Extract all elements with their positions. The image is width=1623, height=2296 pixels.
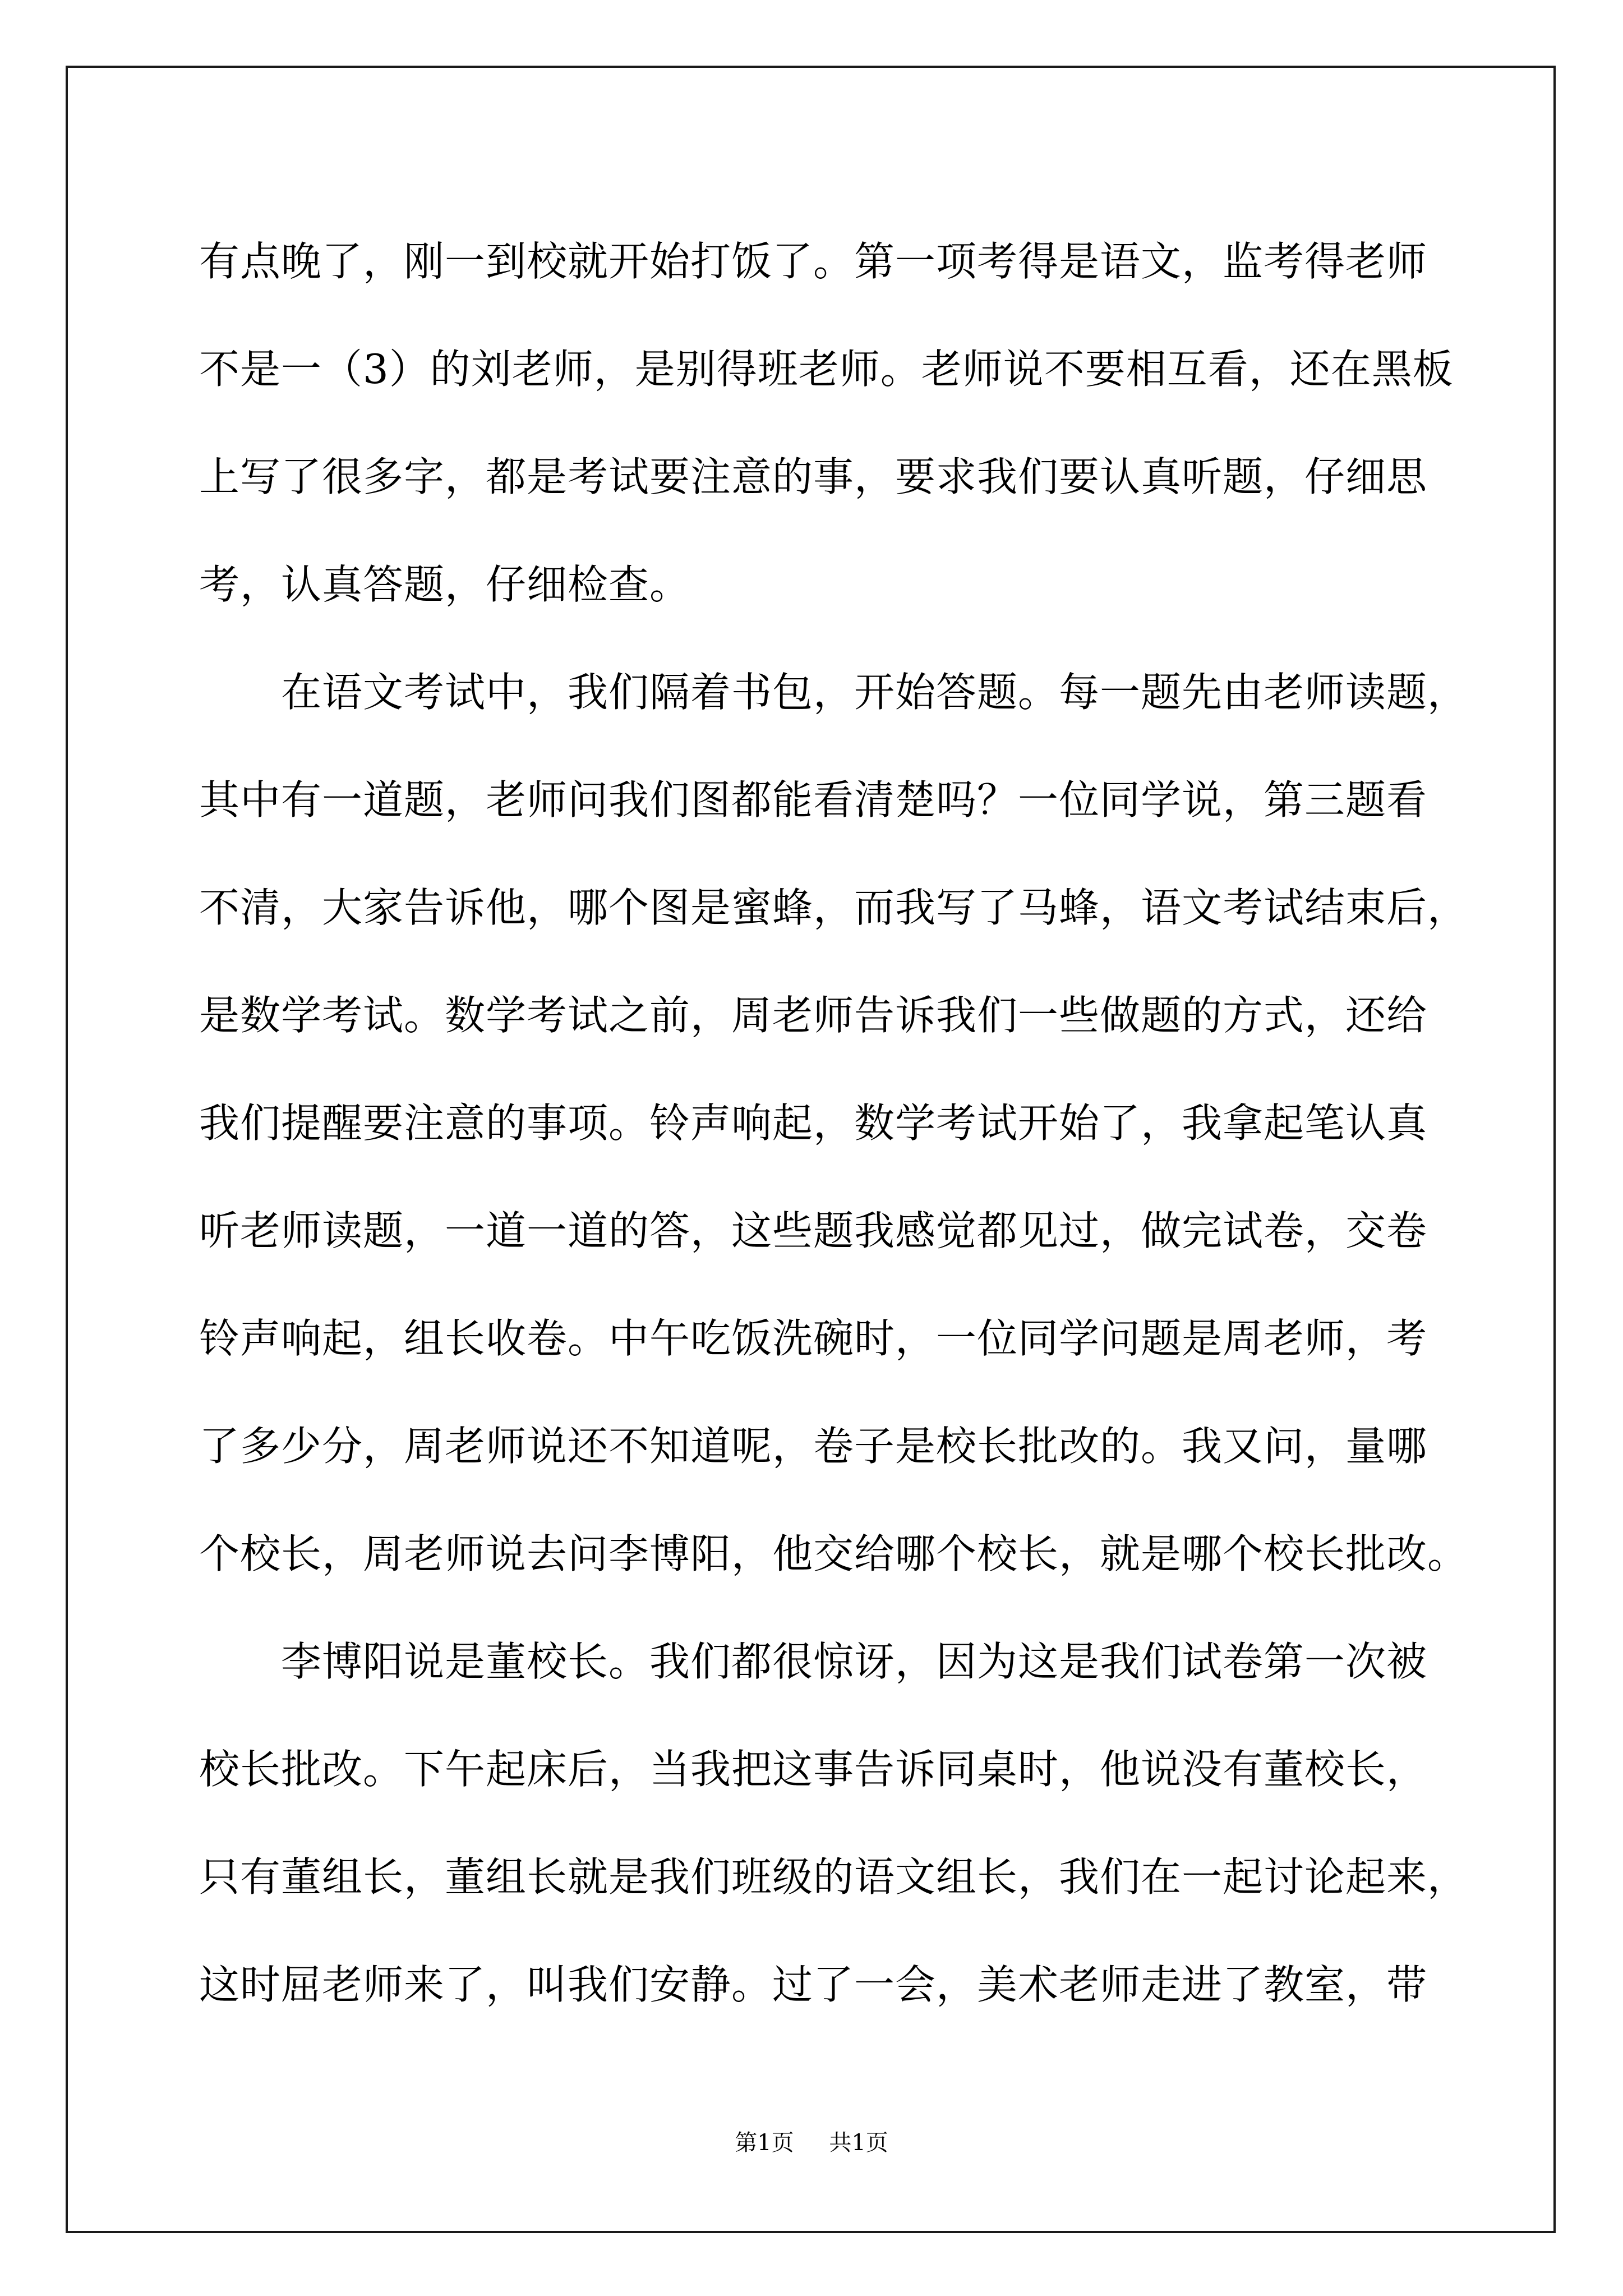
text-line: 在语文考试中，我们隔着书包，开始答题。每一题先由老师读题， — [199, 669, 1469, 716]
text-line: 不清，大家告诉他，哪个图是蜜蜂，而我写了马蜂，语文考试结束后， — [199, 884, 1469, 931]
page-number-total: 共1页 — [829, 2130, 888, 2156]
text-line: 校长批改。下午起床后，当我把这事告诉同桌时，他说没有董校长， — [199, 1746, 1428, 1793]
text-line: 这时屈老师来了，叫我们安静。过了一会，美术老师走进了教室，带 — [199, 1961, 1428, 2008]
text-line: 个校长，周老师说去问李博阳，他交给哪个校长，就是哪个校长批改。 — [199, 1530, 1469, 1577]
text-line: 上写了很多字，都是考试要注意的事，要求我们要认真听题，仔细思 — [199, 453, 1428, 500]
text-line: 是数学考试。数学考试之前，周老师告诉我们一些做题的方式，还给 — [199, 992, 1428, 1039]
text-line: 铃声响起，组长收卷。中午吃饭洗碗时，一位同学问题是周老师，考 — [199, 1315, 1428, 1362]
text-line: 李博阳说是董校长。我们都很惊讶，因为这是我们试卷第一次被 — [199, 1638, 1428, 1685]
text-line: 只有董组长，董组长就是我们班级的语文组长，我们在一起讨论起来， — [199, 1853, 1469, 1901]
page-number-current: 第1页 — [735, 2130, 794, 2156]
page-footer — [0, 2126, 1623, 2160]
text-line: 不是一（3）的刘老师，是别得班老师。老师说不要相互看，还在黑板 — [199, 346, 1454, 393]
text-line: 考，认真答题，仔细检查。 — [199, 561, 691, 608]
text-line: 有点晚了，刚一到校就开始打饭了。第一项考得是语文，监考得老师 — [199, 238, 1428, 285]
text-line: 其中有一道题，老师问我们图都能看清楚吗？一位同学说，第三题看 — [199, 776, 1428, 823]
text-line: 了多少分，周老师说还不知道呢，卷子是校长批改的。我又问，量哪 — [199, 1423, 1428, 1470]
text-line: 我们提醒要注意的事项。铃声响起，数学考试开始了，我拿起笔认真 — [199, 1099, 1428, 1147]
document-body — [199, 208, 1469, 2039]
text-line: 听老师读题，一道一道的答，这些题我感觉都见过，做完试卷，交卷 — [199, 1207, 1428, 1254]
